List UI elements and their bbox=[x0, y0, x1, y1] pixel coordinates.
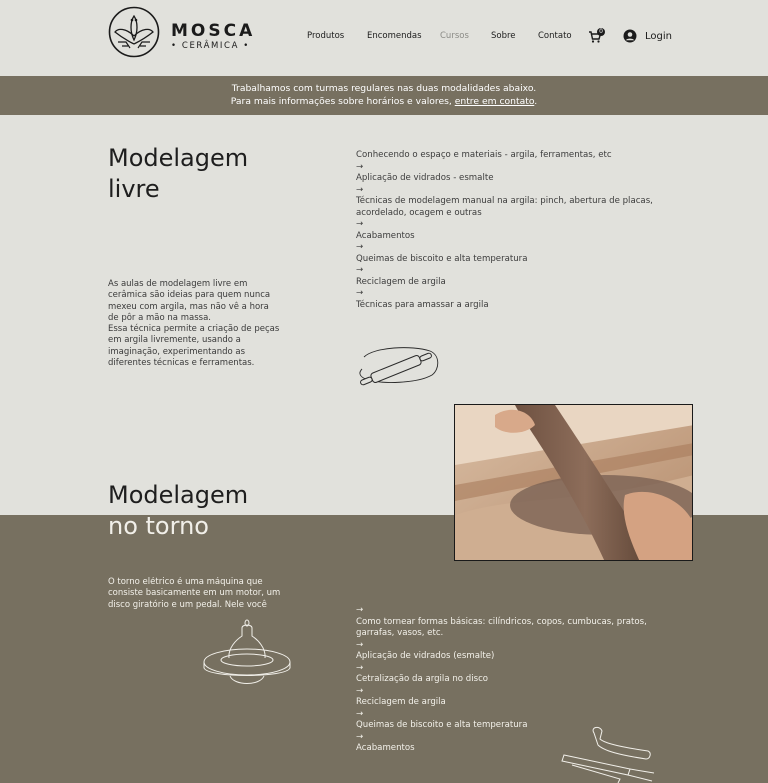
title-line-2: no torno bbox=[108, 512, 209, 540]
contact-link[interactable]: entre em contato bbox=[454, 96, 535, 107]
desc-line: de pôr a mão na massa. bbox=[108, 312, 211, 323]
banner-line-2-prefix: Para mais informações sobre horários e valores, bbox=[230, 96, 455, 107]
nav-item-sobre[interactable]: Sobre bbox=[491, 31, 516, 41]
topic-item: Como tornear formas básicas: cilíndricos, copos, cumbucas, pratos, garrafas, vasos, etc. bbox=[356, 616, 647, 638]
banner-line-1: Trabalhamos com turmas regulares nas duas modalidades abaixo. bbox=[231, 83, 537, 94]
topic-item: Técnicas de modelagem manual na argila: pinch, abertura de placas, acordelado, ocagem e outras bbox=[356, 196, 653, 218]
topic-item: Cetralização da argila no disco bbox=[356, 674, 489, 684]
desc-line: As aulas de modelagem livre em bbox=[108, 279, 248, 289]
title-line-1: Modelagem bbox=[108, 144, 249, 172]
brand-name: MOSCA bbox=[171, 21, 256, 41]
pottery-tools-illustration-icon bbox=[560, 725, 656, 783]
banner-line-2 bbox=[0, 95, 768, 108]
brand-subtitle: • CERÂMICA • bbox=[171, 41, 250, 51]
arrow-icon: → bbox=[356, 605, 364, 615]
arrow-icon: → bbox=[356, 161, 364, 172]
title-line-1: Modelagem bbox=[108, 481, 249, 509]
arrow-icon: → bbox=[356, 219, 364, 229]
arrow-icon: → bbox=[356, 265, 364, 275]
section-title-modelagem-no-torno bbox=[108, 480, 248, 542]
mosca-logo-icon[interactable] bbox=[108, 6, 160, 58]
topic-item: Queimas de biscoito e alta temperatura bbox=[356, 253, 528, 264]
pottery-wheel-illustration-icon bbox=[200, 618, 294, 692]
desc-line: diferentes técnicas e ferramentas. bbox=[108, 358, 255, 369]
brand-wordmark[interactable] bbox=[171, 22, 255, 51]
section1-topic-list bbox=[356, 150, 656, 311]
arrow-icon: → bbox=[356, 242, 364, 252]
arrow-icon: → bbox=[356, 708, 364, 719]
login-button[interactable] bbox=[623, 28, 672, 44]
user-avatar-icon bbox=[623, 29, 637, 43]
topic-item: Aplicação de vidrados - esmalte bbox=[356, 173, 494, 183]
topic-item: Acabamentos bbox=[356, 743, 415, 753]
title-line-2: livre bbox=[108, 175, 160, 203]
cart-button[interactable] bbox=[588, 29, 606, 43]
rolling-clay-photo bbox=[454, 404, 693, 561]
nav-item-encomendas[interactable]: Encomendas bbox=[367, 31, 422, 41]
topic-item: Conhecendo o espaço e materiais - argila, ferramentas, etc bbox=[356, 150, 612, 160]
nav-item-cursos[interactable]: Cursos bbox=[440, 31, 469, 41]
desc-line: O torno elétrico é uma máquina que bbox=[108, 577, 263, 587]
topic-item: Reciclagem de argila bbox=[356, 697, 446, 707]
topic-item: Reciclagem de argila bbox=[356, 276, 446, 287]
desc-line: imaginação, experimentando as bbox=[108, 346, 246, 357]
login-label: Login bbox=[645, 30, 672, 42]
site-header bbox=[0, 0, 768, 76]
arrow-icon: → bbox=[356, 731, 364, 742]
rolling-clay-photo-image bbox=[455, 405, 693, 561]
rolling-pin-illustration-icon bbox=[352, 343, 442, 389]
desc-line: mexeu com argila, mas não vê a hora bbox=[108, 301, 269, 312]
topic-item: Aplicação de vidrados (esmalte) bbox=[356, 651, 495, 661]
desc-line: consiste basicamente em um motor, um bbox=[108, 588, 281, 599]
cart-count-badge: 0 bbox=[597, 28, 605, 36]
banner-line-2-suffix: . bbox=[534, 96, 538, 107]
topic-item: Acabamentos bbox=[356, 230, 415, 241]
topic-item: Queimas de biscoito e alta temperatura bbox=[356, 720, 528, 730]
arrow-icon: → bbox=[356, 184, 364, 195]
nav-item-contato[interactable]: Contato bbox=[538, 31, 572, 41]
section-title-modelagem-livre bbox=[108, 143, 248, 205]
arrow-icon: → bbox=[356, 288, 364, 298]
arrow-icon: → bbox=[356, 662, 364, 673]
arrow-icon: → bbox=[356, 639, 364, 650]
info-banner bbox=[0, 76, 768, 115]
arrow-icon: → bbox=[356, 685, 364, 696]
desc-line: cerâmica são ideias para quem nunca bbox=[108, 290, 271, 301]
desc-line: disco giratório e um pedal. Nele você bbox=[108, 599, 267, 610]
topic-item: Técnicas para amassar a argila bbox=[356, 299, 489, 310]
section2-description bbox=[108, 577, 298, 611]
desc-line: em argila livremente, usando a bbox=[108, 335, 241, 346]
section1-description bbox=[108, 279, 298, 369]
nav-item-produtos[interactable]: Produtos bbox=[307, 31, 345, 41]
desc-line: Essa técnica permite a criação de peças bbox=[108, 324, 280, 335]
